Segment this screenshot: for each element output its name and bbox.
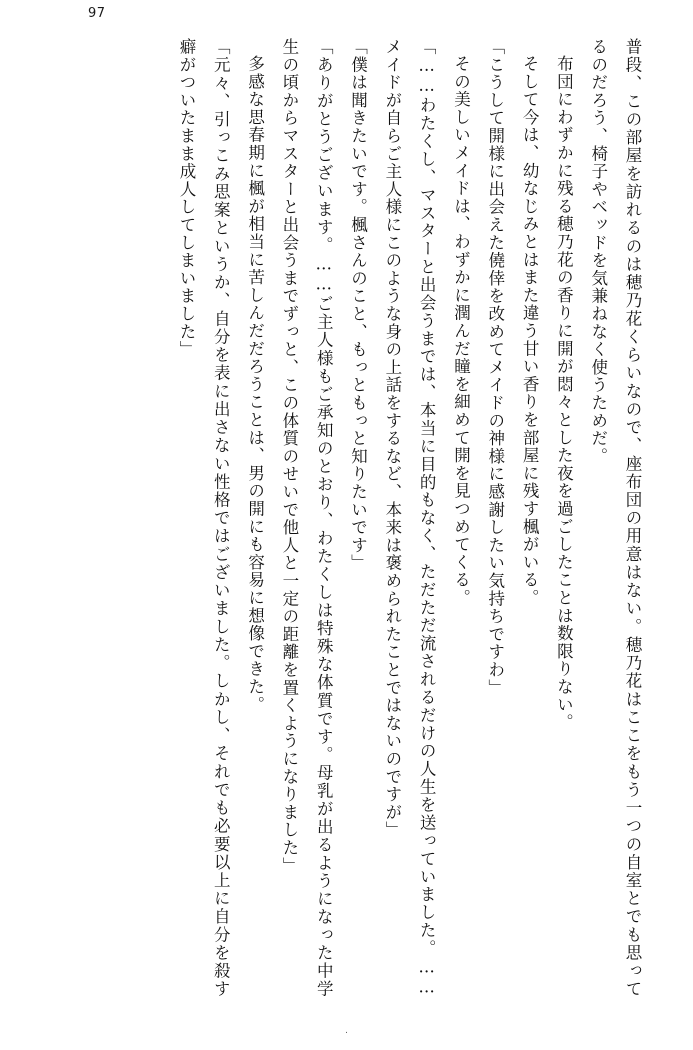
paragraph: 「……わたくし、マスターと出会うまでは、本当に目的もなく、ただただ流されるだけの人生を送っていました。……メイドが自らご主人様にこのような身の上話をするなど、本来は褒められたことではないのですが」 — [382, 38, 437, 998]
paragraph: 多感な思春期に楓が相当に苦しんだだろうことは、男の開にも容易に想像できた。 — [245, 54, 265, 714]
paragraph: そして今は、幼なじみとはまた違う甘い香りを部屋に残す楓がいる。 — [520, 54, 540, 607]
page-number: 97 — [88, 6, 106, 21]
paragraph: 「元々、引っこみ思案というか、自分を表に出さない性格ではございました。しかし、それでも必要以上に自分を殺す癖がついたまま成人してしまいました」 — [176, 38, 231, 998]
paragraph: 「ありがとうございます。……ご主人様もご承知のとおり、わたくしは特殊な体質です。母乳が出るようになった中学生の頃からマスターと出会うまでずっと、この体質のせいで他人と一定の距離を置くようになりました」 — [279, 38, 334, 998]
paragraph: 「僕は聞きたいです。楓さんのこと、もっともっと知りたいです」 — [348, 38, 368, 572]
paragraph: 布団にわずかに残る穂乃花の香りに開が悶々とした夜を過ごしたことは数限りない。 — [554, 54, 574, 731]
paragraph: 普段、この部屋を訪れるのは穂乃花くらいなので、座布団の用意はない。穂乃花はここをもう一つの自室とでも思ってるのだろう、椅子やベッドを気兼ねなく使うためだ。 — [588, 38, 642, 998]
paragraph: 「こうして開様に出会えた僥倖を改めてメイドの神様に感謝したい気持ちですわ」 — [485, 38, 505, 697]
paragraph: その美しいメイドは、わずかに潤んだ瞳を細めて開を見つめてくる。 — [451, 54, 471, 607]
vertical-text-body — [44, 38, 649, 998]
footer-mark: . — [345, 1026, 348, 1036]
